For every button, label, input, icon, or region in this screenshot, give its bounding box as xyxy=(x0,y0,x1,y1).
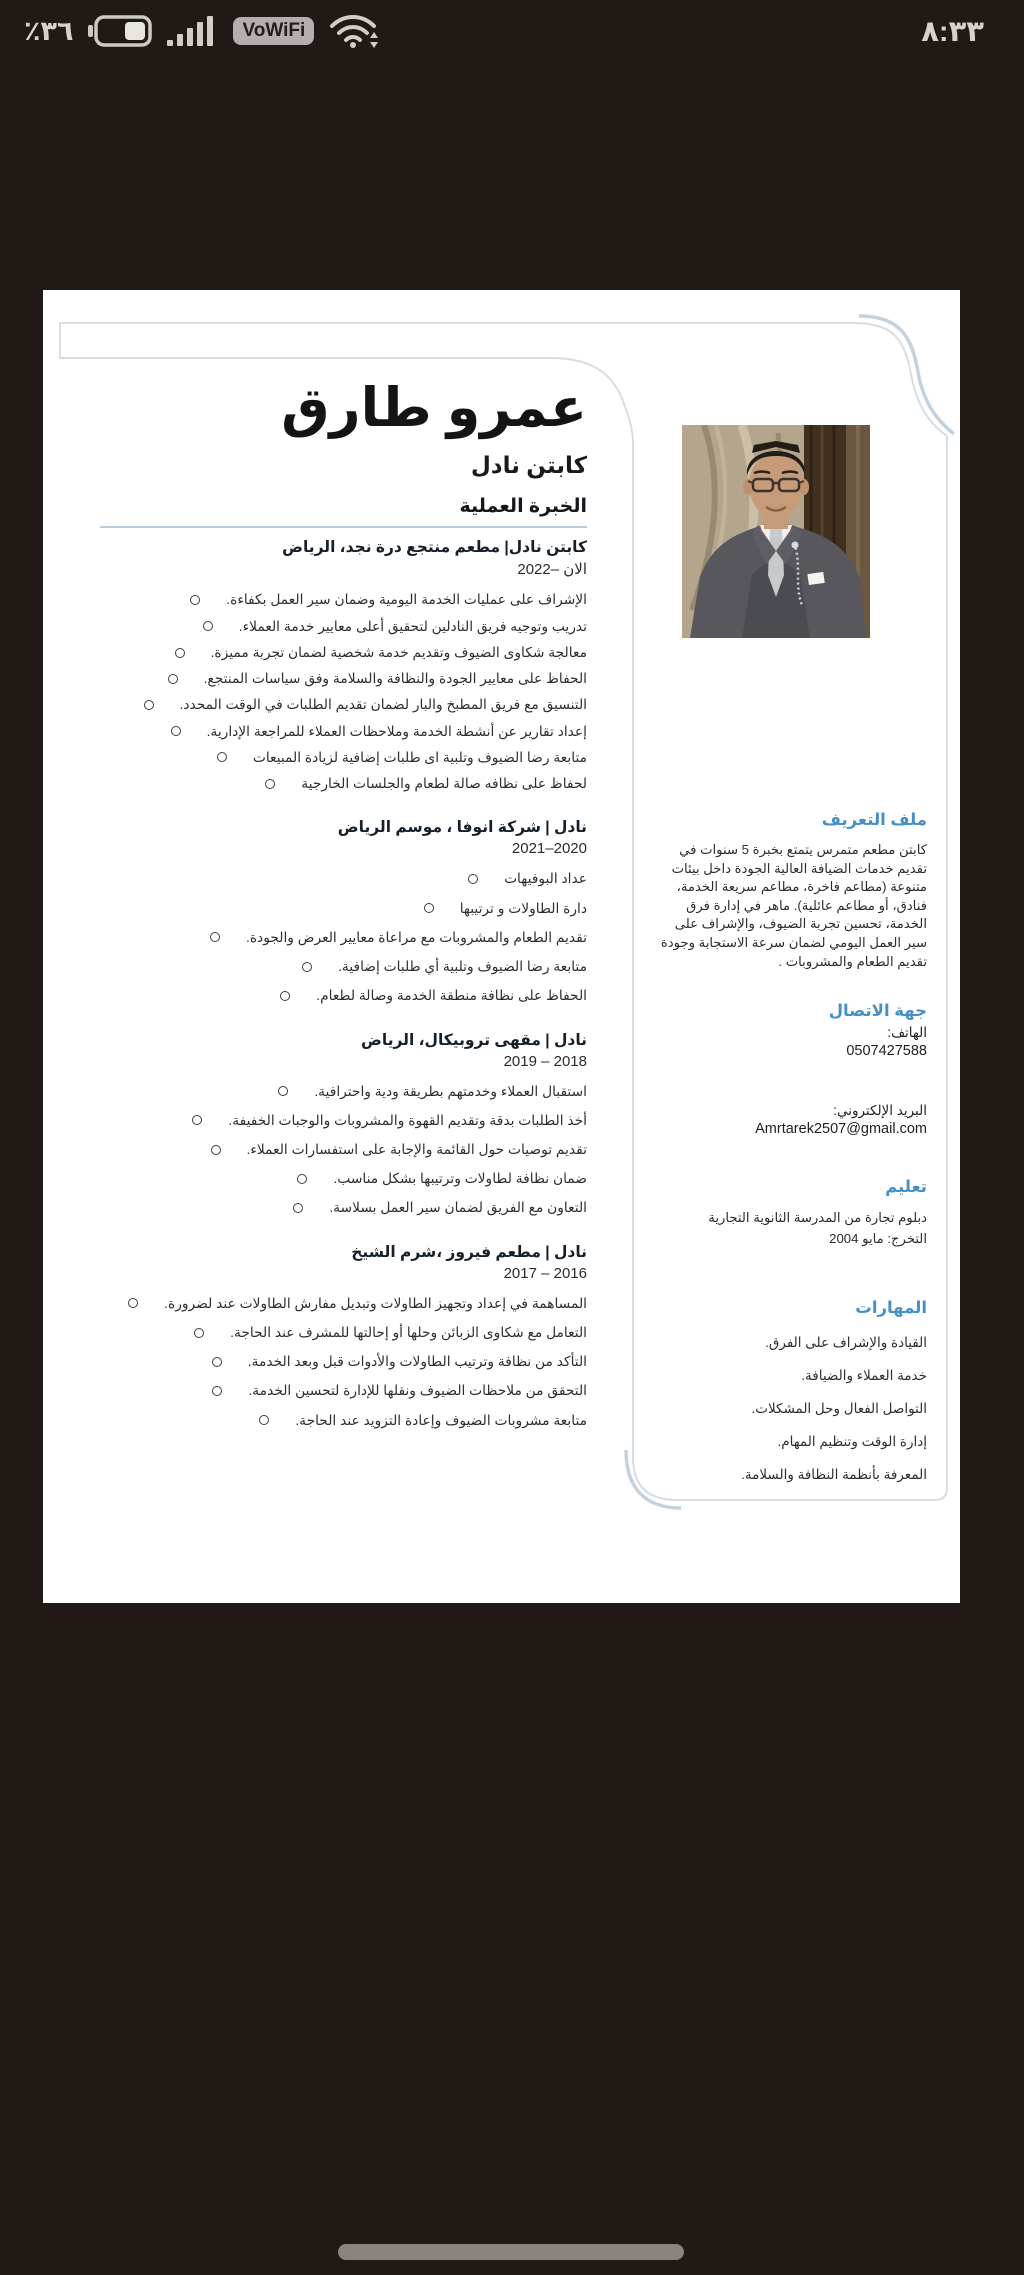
bullet-text: التنسيق مع فريق المطبخ والبار لضمان تقديم الطلبات في الوقت المحدد. xyxy=(179,697,587,713)
job-title: كابتن نادل| مطعم منتجع درة نجد، الرياض xyxy=(282,539,587,557)
bullet-item xyxy=(100,929,587,946)
bullet-text: الإشراف على عمليات الخدمة اليومية وضمان سير العمل بكفاءة. xyxy=(226,592,587,608)
bullet-marker-icon xyxy=(175,648,185,658)
bullet-item xyxy=(100,1083,587,1100)
contact-section-heading: جهة الاتصال xyxy=(828,1002,927,1021)
bullet-item xyxy=(100,900,587,917)
bullet-marker-icon xyxy=(259,1415,269,1425)
email-label: البريد الإلكتروني: xyxy=(833,1103,927,1119)
job-entry xyxy=(100,1243,587,1429)
bullet-item xyxy=(100,749,587,766)
bullet-item xyxy=(100,1412,587,1429)
bullet-marker-icon xyxy=(468,874,478,884)
experience-section-heading: الخبرة العملية xyxy=(100,495,587,528)
job-bullets xyxy=(100,591,587,792)
bullet-text: الحفاظ على معايير الجودة والنظافة والسلامة وفق سياسات المنتجع. xyxy=(203,671,587,687)
sidebar-content xyxy=(651,810,927,1483)
battery-icon xyxy=(87,14,153,48)
skills-section-heading: المهارات xyxy=(855,1299,927,1318)
bullet-marker-icon xyxy=(210,932,220,942)
bullet-marker-icon xyxy=(424,903,434,913)
candidate-job-title: كابتن نادل xyxy=(470,452,587,479)
bullet-text: التعاون مع الفريق لضمان سير العمل بسلاسة. xyxy=(329,1200,587,1216)
bullet-item xyxy=(100,987,587,1004)
job-title: نادل | مطعم فيروز ،شرم الشيخ xyxy=(351,1243,587,1261)
job-entry xyxy=(100,1031,587,1217)
bullet-text: تقديم الطعام والمشروبات مع مراعاة معايير العرض والجودة. xyxy=(246,929,587,945)
skill-item: القيادة والإشراف على الفرق. xyxy=(765,1335,927,1351)
bullet-text: معالجة شكاوى الضيوف وتقديم خدمة شخصية لضمان تجربة مميزة. xyxy=(210,644,587,660)
bullet-text: دارة الطاولات و ترتيبها xyxy=(459,900,587,916)
bullet-item xyxy=(100,1112,587,1129)
bullet-marker-icon xyxy=(212,1357,222,1367)
job-entry xyxy=(100,818,587,1004)
bullet-item xyxy=(100,1353,587,1370)
phone-label: الهاتف: xyxy=(887,1025,927,1041)
bullet-text: متابعة رضا الضيوف وتلبية اى طلبات إضافية لزيادة المبيعات xyxy=(252,749,587,765)
bullet-text: عداد البوفيهات xyxy=(504,871,587,887)
bullet-marker-icon xyxy=(168,674,178,684)
bullet-text: المساهمة في إعداد وتجهيز الطاولات وتبديل مفارش الطاولات عند لضرورة. xyxy=(164,1295,587,1311)
bullet-text: متابعة مشروبات الضيوف وإعادة التزويد عند الحاجة. xyxy=(295,1412,587,1428)
job-title: نادل | مقهى تروبيكال، الرياض xyxy=(361,1031,587,1049)
bullet-text: استقبال العملاء وخدمتهم بطريقة ودية واحترافية. xyxy=(314,1083,587,1099)
job-dates: 2017 – 2016 xyxy=(503,1264,587,1282)
job-dates: 2022– الان xyxy=(517,561,587,579)
bullet-item xyxy=(100,1141,587,1158)
bullet-item xyxy=(100,670,587,687)
bullet-text: أخذ الطلبات بدقة وتقديم القهوة والمشروبات والوجبات الخفيفة. xyxy=(228,1112,587,1128)
bullet-marker-icon xyxy=(194,1328,204,1338)
bullet-item xyxy=(100,1382,587,1399)
job-bullets xyxy=(100,1083,587,1217)
job-dates: 2019 – 2018 xyxy=(503,1052,587,1070)
bullet-marker-icon xyxy=(144,700,154,710)
bullet-marker-icon xyxy=(302,962,312,972)
battery-percent-label: ٪٣٦ xyxy=(24,15,74,46)
vowifi-badge: VoWiFi xyxy=(233,17,314,46)
job-entry xyxy=(100,538,587,792)
bullet-text: التحقق من ملاحظات الضيوف ونقلها للإدارة لتحسين الخدمة. xyxy=(248,1383,587,1399)
bullet-marker-icon xyxy=(217,752,227,762)
bullet-item xyxy=(100,618,587,635)
bullet-text: لحفاظ على نظافه صالة لطعام والجلسات الخارجية xyxy=(301,776,587,792)
bullet-text: تقديم توصيات حول القائمة والإجابة على استفسارات العملاء. xyxy=(246,1141,587,1157)
resume-main-column xyxy=(100,290,587,1441)
bullet-item xyxy=(100,958,587,975)
bullet-text: التعامل مع شكاوى الزبائن وحلها أو إحالتها للمشرف عند الحاجة. xyxy=(230,1324,587,1340)
bullet-marker-icon xyxy=(280,991,290,1001)
bullet-marker-icon xyxy=(128,1298,138,1308)
signal-strength-icon xyxy=(167,14,219,48)
home-indicator[interactable] xyxy=(338,2244,684,2260)
bullet-marker-icon xyxy=(192,1115,202,1125)
bullet-item xyxy=(100,1170,587,1187)
job-bullets xyxy=(100,870,587,1004)
job-dates: 2021–2020 xyxy=(511,840,587,858)
bullet-text: تدريب وتوجيه فريق النادلين لتحقيق أعلى معايير خدمة العملاء. xyxy=(238,618,587,634)
clock: ٨:٣٣ xyxy=(921,16,984,48)
bullet-marker-icon xyxy=(265,779,275,789)
phone-number: 0507427588 xyxy=(846,1043,927,1060)
profile-section-heading: ملف التعريف xyxy=(821,811,927,829)
education-degree: دبلوم تجارة من المدرسة الثانوية التجارية xyxy=(708,1210,927,1226)
bullet-item xyxy=(100,1295,587,1312)
job-bullets xyxy=(100,1295,587,1429)
bullet-marker-icon xyxy=(297,1174,307,1184)
resume-sidebar xyxy=(633,440,947,1500)
bullet-item xyxy=(100,696,587,713)
bullet-text: الحفاظ على نظافة منطقة الخدمة وصالة لطعام. xyxy=(316,988,587,1004)
wifi-icon xyxy=(328,12,382,50)
bullet-marker-icon xyxy=(293,1203,303,1213)
bullet-item xyxy=(100,591,587,608)
profile-photo xyxy=(682,425,870,638)
bullet-item xyxy=(100,1324,587,1341)
skill-item: خدمة العملاء والضيافة. xyxy=(801,1368,927,1384)
bullet-item xyxy=(100,644,587,661)
bullet-text: ضمان نظافة لطاولات وترتيبها بشكل مناسب. xyxy=(333,1171,587,1187)
bullet-marker-icon xyxy=(171,726,181,736)
bullet-marker-icon xyxy=(203,621,213,631)
bullet-text: متابعة رضا الضيوف وتلبية أي طلبات إضافية. xyxy=(338,959,587,975)
bullet-item xyxy=(100,1199,587,1216)
bullet-marker-icon xyxy=(212,1386,222,1396)
email-address: Amrtarek2507@gmail.com xyxy=(755,1121,927,1138)
skill-item: المعرفة بأنظمة النظافة والسلامة. xyxy=(741,1467,927,1483)
bullet-text: التأكد من نظافة وترتيب الطاولات والأدوات قبل وبعد الخدمة. xyxy=(247,1354,587,1370)
status-left-cluster xyxy=(24,12,382,50)
bullet-text: إعداد تقارير عن أنشطة الخدمة وملاحظات العملاء للمراجعة الإدارية. xyxy=(206,723,587,739)
skill-item: إدارة الوقت وتنظيم المهام. xyxy=(777,1434,927,1450)
profile-summary-text: كابتن مطعم متمرس يتمتع بخبرة 5 سنوات في تقديم خدمات الضيافة العالية الجودة داخل بيئات متنوعة (مطاعم فاخرة، مطاعم سريعة الخدمة، فنادق، أو مطاعم عائلية). ماهر في إدارة فرق الخدمة، تحسين تجربة الضيوف، والإشراف على سير العمل اليومي لضمان سرعة الاستجابة وجودة تقديم الطعام والمشروبات . xyxy=(660,842,927,969)
bullet-marker-icon xyxy=(278,1086,288,1096)
bullet-marker-icon xyxy=(211,1145,221,1155)
bullet-item xyxy=(100,723,587,740)
bullet-item xyxy=(100,775,587,792)
status-bar xyxy=(0,0,1024,66)
bullet-item xyxy=(100,870,587,887)
document-page[interactable] xyxy=(43,290,960,1603)
candidate-name: عمرو طارق xyxy=(281,378,587,438)
skill-item: التواصل الفعال وحل المشكلات. xyxy=(751,1401,927,1417)
job-title: نادل | شركة انوفا ، موسم الرياض xyxy=(337,819,587,837)
bullet-marker-icon xyxy=(190,595,200,605)
education-graduation: التخرج: مايو 2004 xyxy=(829,1230,927,1246)
education-section-heading: تعليم xyxy=(885,1178,927,1197)
